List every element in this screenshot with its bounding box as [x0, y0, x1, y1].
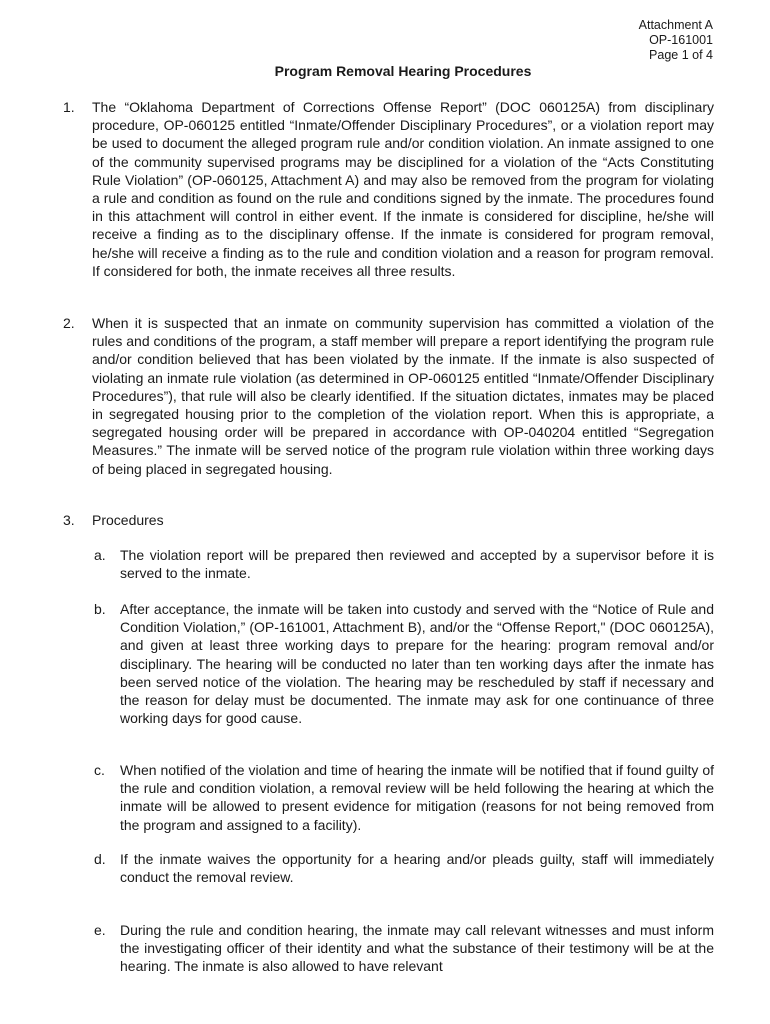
document-number: OP-161001 [649, 33, 713, 47]
sub-list-item [94, 850, 714, 886]
sub-list-item-letter: c. [94, 762, 105, 778]
sub-list-item [94, 761, 714, 834]
list-item [63, 511, 714, 529]
list-item-number: 3. [63, 512, 75, 528]
attachment-label: Attachment A [638, 18, 713, 32]
sub-list-item [94, 546, 714, 582]
sub-list-item-letter: a. [94, 547, 106, 563]
list-item-number: 2. [63, 315, 75, 331]
sub-list-item [94, 921, 714, 976]
sub-list-item-text: If the inmate waives the opportunity for a hearing and/or pleads guilty, staff will immediately conduct the removal review. [120, 851, 714, 886]
document-header [639, 18, 713, 63]
sub-list-item-text: The violation report will be prepared then reviewed and accepted by a supervisor before it is served to the inmate. [120, 547, 714, 582]
list-item-text: Procedures [92, 512, 164, 528]
sub-list-item-text: During the rule and condition hearing, the inmate may call relevant witnesses and must inform the investigating officer of their identity and what the substance of their testimony will be at the hearing. The inmate is also allowed to have relevant [120, 922, 714, 975]
sub-list-item-text: When notified of the violation and time of hearing the inmate will be notified that if found guilty of the rule and condition violation, a removal review will be held following the hearing at which the inmate will be allowed to present evidence for mitigation (reasons for not being removed from the program and assigned to a facility). [120, 762, 714, 833]
sub-list-item-text: After acceptance, the inmate will be taken into custody and served with the “Notice of Rule and Condition Violation,” (OP-161001, Attachment B), and/or the “Offense Report," (DOC 060125A), and given at least three working days to prepare for the hearing: program removal and/or disciplinary. The hearing will be conducted no later than ten working days after the inmate has been served notice of the violation. The hearing may be rescheduled by staff if necessary and the reason for delay must be documented. The inmate may ask for one continuance of three working days for good cause. [120, 601, 714, 727]
sub-list-item-letter: b. [94, 601, 106, 617]
sub-list-item [94, 600, 714, 727]
sub-list-item-letter: e. [94, 922, 106, 938]
list-item [63, 98, 714, 280]
list-item [63, 314, 714, 478]
list-item-text: When it is suspected that an inmate on community supervision has committed a violation of the rules and conditions of the program, a staff member will prepare a report identifying the program rule and/or condition believed that has been violated by the inmate. If the inmate is also suspected of violating an inmate rule violation (as determined in OP-060125 entitled “Inmate/Offender Disciplinary Procedures”), that rule will also be clearly identified. If the situation dictates, inmates may be placed in segregated housing prior to the completion of the violation report. When this is appropriate, a segregated housing order will be prepared in accordance with OP-040204 entitled “Segregation Measures.” The inmate will be served notice of the program rule violation within three working days of being placed in segregated housing. [92, 315, 714, 477]
page-title: Program Removal Hearing Procedures [274, 63, 532, 79]
sub-list-item-letter: d. [94, 851, 106, 867]
list-item-number: 1. [63, 99, 75, 115]
list-item-text: The “Oklahoma Department of Corrections Offense Report” (DOC 060125A) from disciplinary procedure, OP-060125 entitled “Inmate/Offender Disciplinary Procedures”, or a violation report may be used to document the alleged program rule and/or condition violation. An inmate assigned to one of the community supervised programs may be disciplined for a violation of the “Acts Constituting Rule Violation” (OP-060125, Attachment A) and may also be removed from the program for violating a rule and condition as found on the rule and conditions signed by the inmate. The procedures found in this attachment will control in either event. If the inmate is considered for discipline, he/she will receive a finding as to the disciplinary offense. If the inmate is considered for program removal, he/she will receive a finding as to the rule and condition violation and a reason for program removal. If considered for both, the inmate receives all three results. [92, 99, 714, 279]
page-number: Page 1 of 4 [649, 48, 713, 62]
